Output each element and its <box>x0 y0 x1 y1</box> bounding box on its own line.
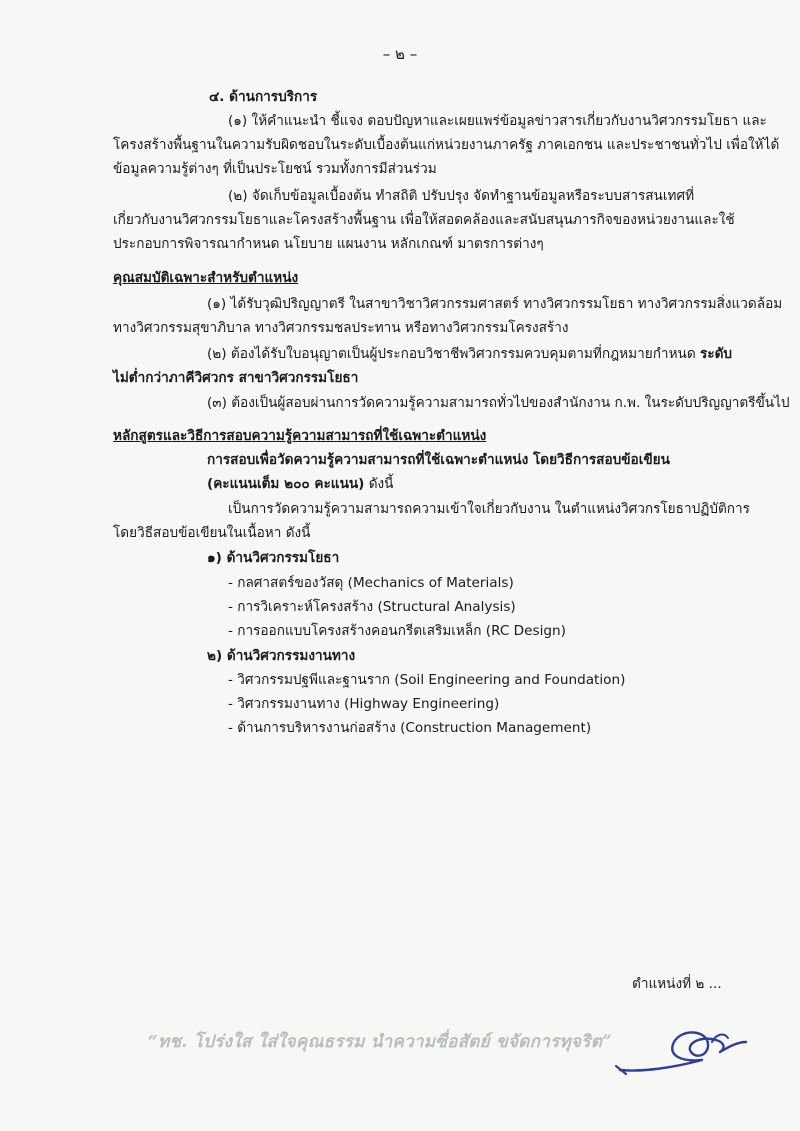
signature-mark <box>612 1012 762 1082</box>
qualification-heading: คุณสมบัติเฉพาะสำหรับตำแหน่ง <box>113 270 299 286</box>
qualification-2-bold: ระดับ <box>699 346 733 362</box>
service-para-2-line-1: (๒) จัดเก็บข้อมูลเบื้องต้น ทำสถิติ ปรับปรุง จัดทำฐานข้อมูลหรือระบบสารสนเทศที่ <box>228 188 695 204</box>
civil-topic-3: - การออกแบบโครงสร้างคอนกรีตเสริมเหล็ก (RC Design) <box>228 623 566 639</box>
qualification-2-line-2: ไม่ต่ำกว่าภาคีวิศวกร สาขาวิศวกรรมโยธา <box>113 370 359 386</box>
highway-topic-1: - วิศวกรรมปฐพีและฐานราก (Soil Engineering and Foundation) <box>228 672 626 688</box>
civil-topic-1: - กลศาสตร์ของวัสดุ (Mechanics of Materials) <box>228 575 514 591</box>
exam-subheading-line-2 <box>207 474 393 494</box>
qualification-1-line-1: (๑) ได้รับวุฒิปริญญาตรี ในสาขาวิชาวิศวกรรมศาสตร์ ทางวิศวกรรมโยธา ทางวิศวกรรมสิ่งแวดล้อม <box>207 296 783 312</box>
highway-topic-2: - วิศวกรรมงานทาง (Highway Engineering) <box>228 696 500 712</box>
continued-marker: ตำแหน่งที่ ๒ ... <box>632 976 722 992</box>
service-para-2-line-2: เกี่ยวกับงานวิศวกรรมโยธาและโครงสร้างพื้นฐาน เพื่อให้สอดคล้องและสนับสนุนภารกิจของหน่วยงานและใช้ <box>113 212 735 228</box>
motto-footer: “ทช. โปร่งใส ใส่ใจคุณธรรม นำความซื่อสัตย์ ขจัดการทุจริต” <box>147 1032 613 1052</box>
service-para-2-line-3: ประกอบการพิจารณากำหนด นโยบาย แผนงาน หลักเกณฑ์ มาตรการต่างๆ <box>113 236 544 252</box>
qualification-2-line-1 <box>207 344 732 364</box>
exam-heading: หลักสูตรและวิธีการสอบความรู้ความสามารถที่ใช้เฉพาะตำแหน่ง <box>113 428 487 444</box>
service-para-1-line-3: ข้อมูลความรู้ต่างๆ ที่เป็นประโยชน์ รวมทั้งการมีส่วนร่วม <box>113 161 437 177</box>
qualification-3: (๓) ต้องเป็นผู้สอบผ่านการวัดความรู้ความสามารถทั่วไปของสำนักงาน ก.พ. ในระดับปริญญาตรีขึ้นไป <box>207 395 790 411</box>
section-4-title: ๔. ด้านการบริการ <box>209 89 318 105</box>
service-para-1-line-2: โครงสร้างพื้นฐานในความรับผิดชอบในระดับเบื้องต้นแก่หน่วยงานภาครัฐ ภาคเอกชน และประชาชนทั่วไป เพื่อให้ได้ <box>113 137 780 153</box>
civil-engineering-group-title: ๑) ด้านวิศวกรรมโยธา <box>207 550 340 566</box>
exam-as-follows: ดังนี้ <box>364 476 394 492</box>
exam-description-line-1: เป็นการวัดความรู้ความสามารถความเข้าใจเกี่ยวกับงาน ในตำแหน่งวิศวกรโยธาปฏิบัติการ <box>228 501 750 517</box>
highway-engineering-group-title: ๒) ด้านวิศวกรรมงานทาง <box>207 648 356 664</box>
exam-description-line-2: โดยวิธีสอบข้อเขียนในเนื้อหา ดังนี้ <box>113 525 311 541</box>
highway-topic-3: - ด้านการบริหารงานก่อสร้าง (Construction Management) <box>228 720 592 736</box>
exam-full-score: (คะแนนเต็ม ๒๐๐ คะแนน) <box>207 476 365 492</box>
qualification-1-line-2: ทางวิศวกรรมสุขาภิบาล ทางวิศวกรรมชลประทาน หรือทางวิศวกรรมโครงสร้าง <box>113 320 569 336</box>
qualification-2-text: (๒) ต้องได้รับใบอนุญาตเป็นผู้ประกอบวิชาชีพวิศวกรรมควบคุมตามที่กฎหมายกำหนด <box>207 346 696 362</box>
exam-subheading-line-1: การสอบเพื่อวัดความรู้ความสามารถที่ใช้เฉพาะตำแหน่ง โดยวิธีการสอบข้อเขียน <box>207 452 670 468</box>
service-para-1-line-1: (๑) ให้คำแนะนำ ชี้แจง ตอบปัญหาและเผยแพร่ข้อมูลข่าวสารเกี่ยวกับงานวิศวกรรมโยธา และ <box>228 113 767 129</box>
page-number: – ๒ – <box>382 45 418 63</box>
civil-topic-2: - การวิเคราะห์โครงสร้าง (Structural Analysis) <box>228 599 516 615</box>
